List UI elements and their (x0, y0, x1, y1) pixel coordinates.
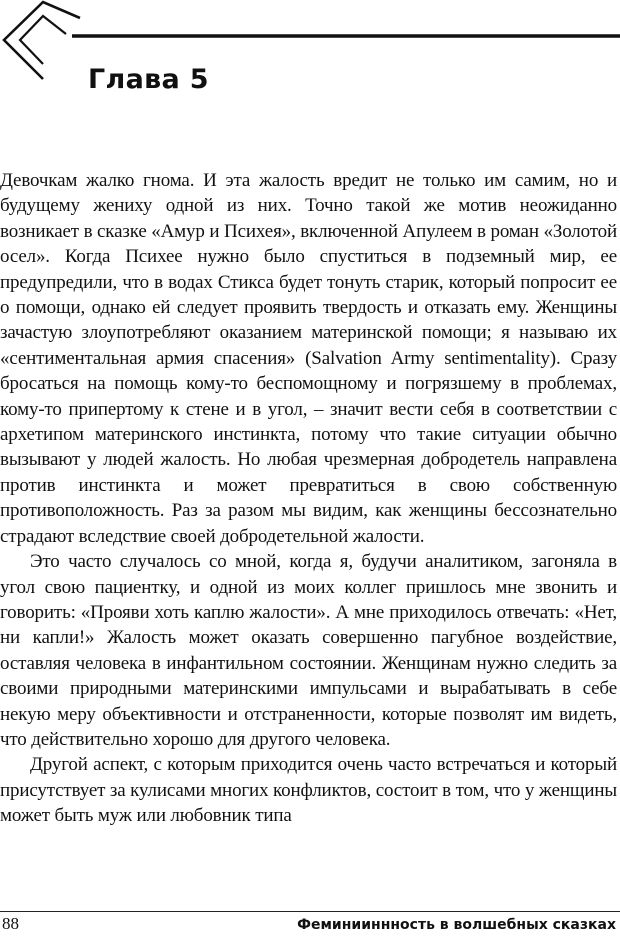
ornament-inner-diamond (20, 16, 66, 64)
footer-rule (0, 911, 620, 912)
paragraph: Девочкам жалко гнома. И эта жалость вредит не только им самим, но и будущему жениху одной из них. Точно такой же мотив неожиданно возникает в сказке «Амур и Психея», включенной Апулеем в роман «Золотой осел». Когда Психее нужно было спуститься в подземный мир, ее предупредили, что в водах Стикса будет тонуть старик, который попросит ее о помощи, однако ей следует проявить твердость и отказать ему. Женщины зачастую злоупотребляют оказанием материнской помощи; я называю их «сентиментальная армия спасения» (Salvation Army sentimentality). Сразу бросаться на помощь кому-то беспомощному и погрязшему в проблемах, кому-то припертому к стене и в угол, – значит вести себя в соответствии с архетипом материнского инстинкта, потому что такие ситуации обычно вызывают у людей жалость. Но любая чрезмерная добродетель направлена против инстинкта и может превратиться в свою собственную противоположность. Раз за разом мы видим, как женщины бессознательно страдают вследствие своей добродетельной жалости. (0, 170, 617, 547)
running-title: Феминииннность в волшебных сказках (297, 917, 616, 933)
page-number: 88 (2, 914, 19, 933)
paragraph: Это часто случалось со мной, когда я, будучи аналитиком, загоняла в угол свою пациентку, и одной из моих коллег пришлось мне звонить и говорить: «Прояви хоть каплю жалости». А мне приходилось отвечать: «Нет, ни капли!» Жалость может оказать совершенно пагубное воздействие, оставляя человека в инфантильном состоянии. Женщинам нужно следить за своими природными материнскими импульсами и вырабатывать в себе некую меру объективности и отстраненности, которые позволят им видеть, что действительно хорошо для другого человека. (0, 551, 617, 750)
chapter-title: Глава 5 (88, 64, 209, 95)
paragraph: Другой аспект, с которым приходится очень часто встречаться и который присутствует за кулисами многих конфликтов, состоит в том, что у женщины может быть муж или любовник типа (0, 754, 617, 827)
ornament-outer-diamond (4, 2, 80, 79)
body-text (0, 168, 617, 829)
